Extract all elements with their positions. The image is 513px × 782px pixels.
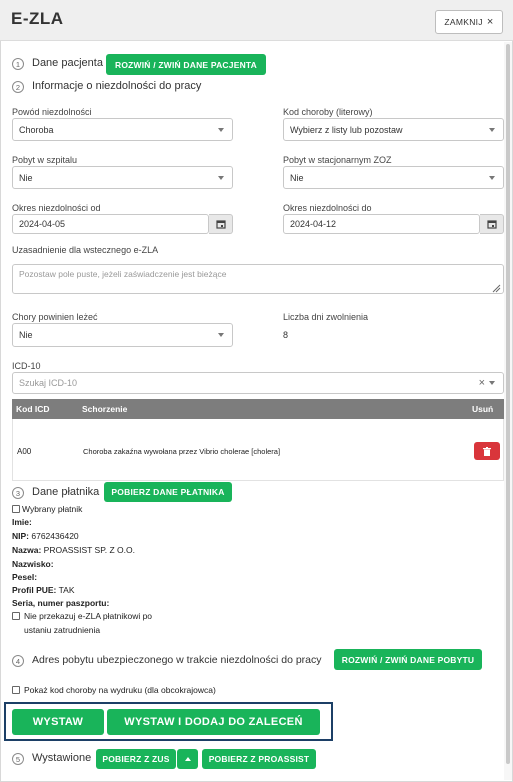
window-title: E-ZLA (11, 9, 64, 28)
zoz-stay-select[interactable] (283, 166, 504, 189)
issue-and-add-button[interactable]: WYSTAW I DODAJ DO ZALECEŃ (107, 709, 320, 735)
col-disease: Schorzenie (82, 404, 128, 414)
disease-code-select[interactable] (283, 118, 504, 141)
toggle-patient-data-button[interactable]: ROZWIŃ / ZWIŃ DANE PACJENTA (106, 54, 266, 75)
zus-dropdown-button[interactable] (177, 749, 198, 769)
pesel-label: Pesel: (12, 572, 38, 582)
date-from-input[interactable]: 2024-04-05 (12, 214, 209, 234)
hospital-stay-select[interactable] (12, 166, 233, 189)
reason-select[interactable] (12, 118, 233, 141)
payer-nip (12, 531, 79, 541)
delete-icd-button[interactable] (474, 442, 500, 460)
reason-label: Powód niezdolności (12, 107, 92, 117)
justification-textarea[interactable]: Pozostaw pole puste, jeżeli zaświadczenie jest bieżące (12, 264, 504, 294)
caret-up-icon (185, 757, 191, 761)
close-button[interactable] (435, 10, 503, 34)
window-header (0, 0, 513, 41)
payer-pesel (12, 572, 37, 582)
fetch-from-zus-button[interactable]: POBIERZ Z ZUS (96, 749, 176, 769)
bed-rest-label: Chory powinien leżeć (12, 312, 98, 322)
step-label-patient: Dane pacjenta (32, 57, 103, 69)
date-to-input[interactable]: 2024-04-12 (283, 214, 480, 234)
reason-select-value: Choroba (19, 124, 54, 135)
chevron-down-icon (489, 381, 495, 385)
col-icd-code: Kod ICD (16, 404, 50, 414)
step-number-1: 1 (12, 58, 24, 70)
chevron-down-icon (218, 176, 224, 180)
date-from-label: Okres niezdolności od (12, 203, 101, 213)
disease-code-select-value: Wybierz z listy lub pozostaw (290, 124, 403, 135)
chevron-down-icon (489, 128, 495, 132)
icd-search-select[interactable] (12, 372, 504, 394)
fetch-from-proassist-button[interactable]: POBIERZ Z PROASSIST (202, 749, 316, 769)
payer-passport (12, 598, 109, 608)
no-transfer-label-line2: ustaniu zatrudnienia (24, 625, 101, 635)
disease-code-label: Kod choroby (literowy) (283, 107, 373, 117)
hospital-stay-value: Nie (19, 172, 33, 183)
table-row (12, 419, 504, 481)
icd-search-placeholder: Szukaj ICD-10 (19, 378, 78, 388)
pue-label: Profil PUE: (12, 585, 57, 595)
name-value: PROASSIST SP. Z O.O. (43, 545, 135, 555)
issue-button[interactable]: WYSTAW (12, 709, 104, 735)
calendar-icon (487, 219, 497, 229)
selected-payer-checkbox[interactable] (12, 505, 20, 513)
icd-table-header (12, 399, 504, 419)
col-delete: Usuń (472, 404, 494, 414)
date-to-label: Okres niezdolności do (283, 203, 372, 213)
payer-pue (12, 585, 75, 595)
chevron-down-icon (218, 128, 224, 132)
step-label-incapacity: Informacje o niezdolności do pracy (32, 80, 202, 92)
no-transfer-checkbox[interactable] (12, 612, 20, 620)
step-number-3: 3 (12, 487, 24, 499)
payer-first-name (12, 517, 32, 527)
print-code-label: Pokaż kod choroby na wydruku (dla obcokrajowca) (24, 685, 216, 695)
calendar-icon (216, 219, 226, 229)
zoz-stay-label: Pobyt w stacjonarnym ZOZ (283, 155, 392, 165)
payer-surname (12, 559, 54, 569)
payer-name (12, 545, 135, 555)
step-number-5: 5 (12, 753, 24, 765)
close-icon: × (486, 16, 494, 28)
justification-label: Uzasadnienie dla wstecznego e-ZLA (12, 245, 159, 255)
step-label-address: Adres pobytu ubezpieczonego w trakcie niezdolności do pracy (32, 654, 322, 666)
resize-handle-icon[interactable] (491, 283, 501, 293)
days-count-label: Liczba dni zwolnienia (283, 312, 369, 322)
step-label-payer: Dane płatnika (32, 486, 100, 498)
toggle-stay-address-button[interactable]: ROZWIŃ / ZWIŃ DANE POBYTU (334, 649, 482, 670)
selected-payer-label: Wybrany płatnik (22, 504, 83, 514)
icd-desc-cell: Choroba zakaźna wywołana przez Vibrio cholerae [cholera] (83, 447, 281, 456)
scrollbar-thumb[interactable] (506, 44, 510, 764)
chevron-down-icon (218, 333, 224, 337)
chevron-down-icon (489, 176, 495, 180)
no-transfer-label-line1: Nie przekazuj e-ZLA płatnikowi po (24, 611, 153, 621)
clear-icon[interactable]: × (478, 377, 485, 389)
trash-icon (483, 447, 491, 456)
close-button-label: ZAMKNIJ (444, 17, 483, 27)
icd-code-cell: A00 (17, 447, 32, 456)
bed-rest-select[interactable] (12, 323, 233, 347)
hospital-stay-label: Pobyt w szpitalu (12, 155, 78, 165)
icd-label: ICD-10 (12, 361, 41, 371)
step-number-4: 4 (12, 655, 24, 667)
date-to-calendar-button[interactable] (480, 214, 504, 234)
bed-rest-value: Nie (19, 330, 33, 340)
name-label: Nazwa: (12, 545, 42, 555)
zoz-stay-value: Nie (290, 172, 304, 183)
pue-value: TAK (58, 585, 75, 595)
date-from-calendar-button[interactable] (209, 214, 233, 234)
passport-label: Seria, numer paszportu: (12, 598, 110, 608)
nip-label: NIP: (12, 531, 29, 541)
first-name-label: Imie: (12, 517, 32, 527)
step-label-issued: Wystawione (32, 752, 92, 764)
nip-value: 6762436420 (31, 531, 79, 541)
days-count-value: 8 (283, 330, 289, 340)
print-code-checkbox[interactable] (12, 686, 20, 694)
surname-label: Nazwisko: (12, 559, 54, 569)
fetch-payer-button[interactable]: POBIERZ DANE PŁATNIKA (104, 482, 232, 502)
step-number-2: 2 (12, 81, 24, 93)
